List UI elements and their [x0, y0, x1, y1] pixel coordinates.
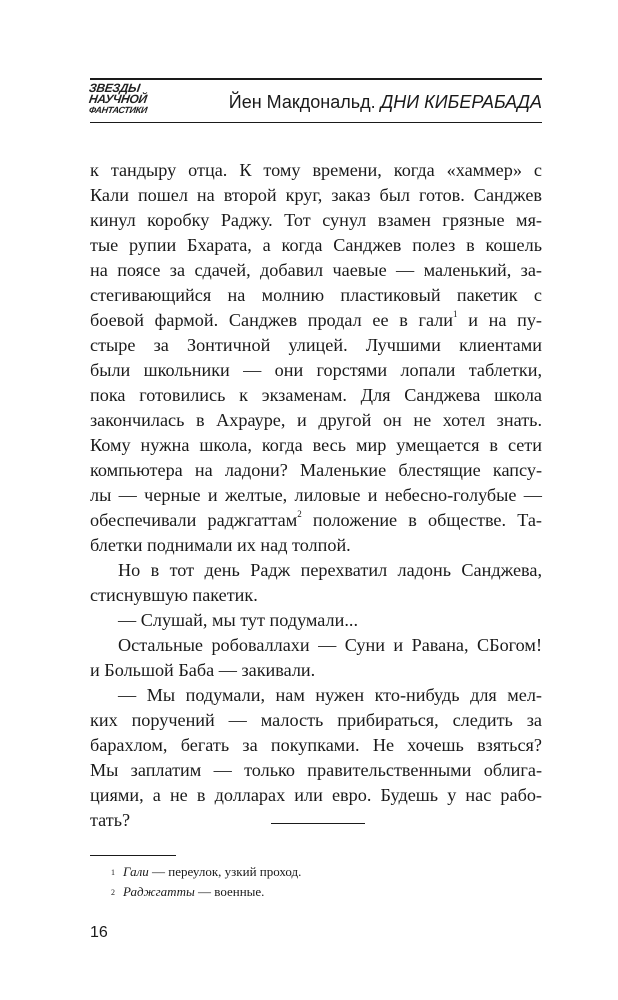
text-line: кинул коробку Раджу. Тот сунул взамен грязные мя-: [90, 210, 542, 230]
text-line: стиснувшую пакетик.: [90, 585, 258, 605]
text-line: Но в тот день Радж перехватил ладонь Санджева,: [118, 560, 542, 580]
series-logo-line: ФАНТАСТИКИ: [88, 105, 148, 115]
text-line: к тандыру отца. К тому времени, когда «хаммер» с: [90, 160, 542, 180]
text-line: и Большой Баба — закивали.: [90, 660, 316, 680]
series-logo-line: НАУЧНОЙ: [88, 92, 148, 106]
text-line: обеспечивали раджгаттам$^2$ положение в обществе. Та-: [90, 509, 542, 530]
text-line: — Слушай, мы тут подумали...: [118, 610, 358, 630]
footnote-ref: 1: [453, 309, 458, 319]
text-line: были школьники — они горстями лопали таблетки,: [90, 360, 542, 380]
text-line: стыре за Зонтичной улицей. Лучшими клиентами: [90, 335, 542, 355]
text-line: — Мы подумали, нам нужен кто-нибудь для мел-: [118, 685, 542, 705]
text-line: Остальные робоваллахи — Суни и Равана, СБогом!: [118, 635, 542, 655]
text-line: лы — черные и желтые, лиловые и небесно-голубые —: [90, 485, 542, 505]
running-head: [229, 92, 542, 113]
text-line: барахлом, бегать за покупками. Не хочешь взяться?: [90, 735, 542, 755]
footnote: $^2$ Раджгатты — военные.: [111, 884, 265, 899]
text-line: циями, а не в долларах или евро. Будешь у нас рабо-: [90, 785, 542, 805]
section-break-rule: [271, 823, 365, 824]
header-top-rule: [90, 78, 542, 80]
text-line: Мы заплатим — только правительственными облига-: [90, 760, 542, 780]
text-line: пока готовились к экзаменам. Для Санджева школа: [90, 385, 542, 405]
footnotes: [111, 862, 301, 902]
text-line: тать?: [90, 810, 131, 830]
text-line: на поясе за сдачей, добавил чаевые — маленький, за-: [90, 260, 542, 280]
text-line: компьютера на ладони? Маленькие блестящие капсу-: [90, 460, 542, 480]
header-bottom-rule: [90, 122, 542, 123]
text-line: тые рупии Бхарата, а когда Санджев полез в кошель: [90, 235, 542, 255]
footnote-ref: 2: [297, 509, 302, 519]
text-line: Кали пошел на второй круг, заказ был готов. Санджев: [90, 185, 542, 205]
footnote: $^1$ Гали — переулок, узкий проход.: [111, 864, 302, 879]
text-line: стегивающийся на молнию пластиковый пакетик с: [90, 285, 542, 305]
author-name: Йен Макдональд.: [228, 92, 376, 112]
text-line: закончилась в Ахрауре, и другой он не хотел знать.: [90, 410, 542, 430]
text-line: Кому нужна школа, когда весь мир умещается в сети: [90, 435, 542, 455]
text-line: блетки поднимали их над толпой.: [90, 535, 351, 555]
text-line: ких поручений — малость прибираться, следить за: [90, 710, 542, 730]
series-logo-line: ЗВЕЗДЫ: [88, 81, 141, 95]
series-logo: [89, 83, 169, 119]
text-line: боевой фармой. Санджев продал ее в гали$^1$ и на пу-: [90, 309, 542, 330]
body-text: [90, 158, 542, 833]
page-number: 16: [90, 924, 108, 941]
book-title: ДНИ КИБЕРАБАДА: [380, 92, 542, 112]
footnote-separator: [90, 855, 176, 856]
